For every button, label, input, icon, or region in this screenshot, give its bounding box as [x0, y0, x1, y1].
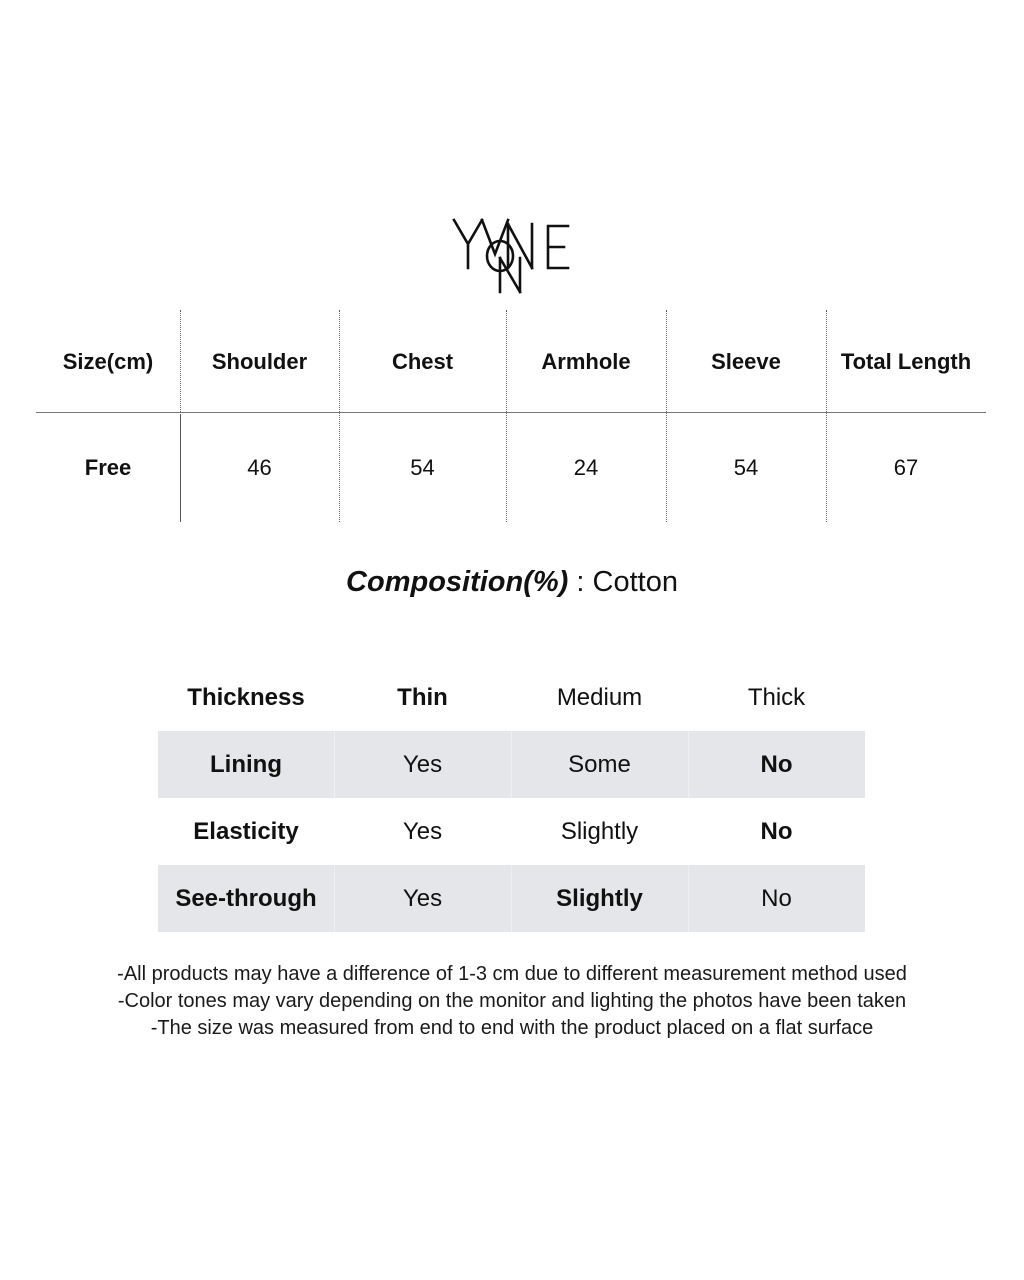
size-table-header-row — [36, 310, 986, 414]
attribute-row-elasticity — [158, 798, 865, 865]
composition-label: Composition(%) — [346, 566, 569, 598]
size-header-shoulder: Shoulder — [211, 349, 308, 374]
attribute-label: Elasticity — [193, 817, 299, 845]
size-header-sleeve: Sleeve — [711, 349, 781, 374]
brand-logo — [450, 214, 574, 296]
column-divider — [506, 310, 507, 522]
size-header-armhole: Armhole — [541, 349, 631, 374]
attribute-option: Yes — [402, 817, 443, 845]
size-value-shoulder: 46 — [247, 455, 272, 480]
attribute-option-selected: No — [760, 817, 793, 845]
note-line: -All products may have a difference of 1-3 cm due to different measurement method used — [117, 963, 907, 985]
composition-line — [0, 562, 1024, 602]
column-divider — [339, 310, 340, 522]
attribute-option: Thick — [747, 683, 806, 711]
size-value-total-length: 67 — [893, 455, 919, 480]
attribute-option: Slightly — [560, 817, 639, 845]
composition-separator: : — [568, 566, 593, 598]
disclaimer-notes — [0, 961, 1024, 1042]
attribute-label: See-through — [175, 884, 317, 912]
attribute-row-thickness — [158, 664, 865, 731]
size-header-size: Size(cm) — [62, 349, 154, 374]
column-divider — [666, 310, 667, 522]
fabric-attributes-table — [158, 664, 865, 932]
size-value-chest: 54 — [410, 455, 435, 480]
column-divider — [826, 310, 827, 522]
attribute-option: Yes — [402, 750, 443, 778]
size-value-armhole: 24 — [573, 455, 599, 480]
size-chart-table — [36, 310, 986, 522]
note-line: -Color tones may vary depending on the monitor and lighting the photos have been taken — [117, 990, 907, 1012]
size-header-chest: Chest — [391, 349, 454, 374]
header-divider — [36, 412, 986, 413]
size-table-row-free — [36, 414, 986, 518]
attribute-option-selected: No — [760, 750, 793, 778]
note-line: -The size was measured from end to end with the product placed on a flat surface — [150, 1017, 874, 1039]
attribute-option: Medium — [556, 683, 643, 711]
attribute-option-selected: Slightly — [556, 884, 643, 912]
size-header-total-length: Total Length — [840, 349, 972, 374]
attribute-row-lining — [158, 731, 865, 798]
attribute-label: Lining — [210, 750, 282, 778]
row-label-divider — [180, 414, 181, 522]
attribute-label: Thickness — [187, 683, 305, 711]
attribute-option: Some — [568, 750, 631, 778]
attribute-option-selected: Thin — [397, 683, 448, 711]
size-row-label: Free — [84, 455, 132, 480]
attribute-option: Yes — [402, 884, 443, 912]
size-value-sleeve: 54 — [733, 455, 759, 480]
attribute-option: No — [761, 884, 792, 912]
composition-value: Cotton — [592, 566, 678, 598]
column-divider — [180, 310, 181, 412]
attribute-row-see-through — [158, 865, 865, 932]
